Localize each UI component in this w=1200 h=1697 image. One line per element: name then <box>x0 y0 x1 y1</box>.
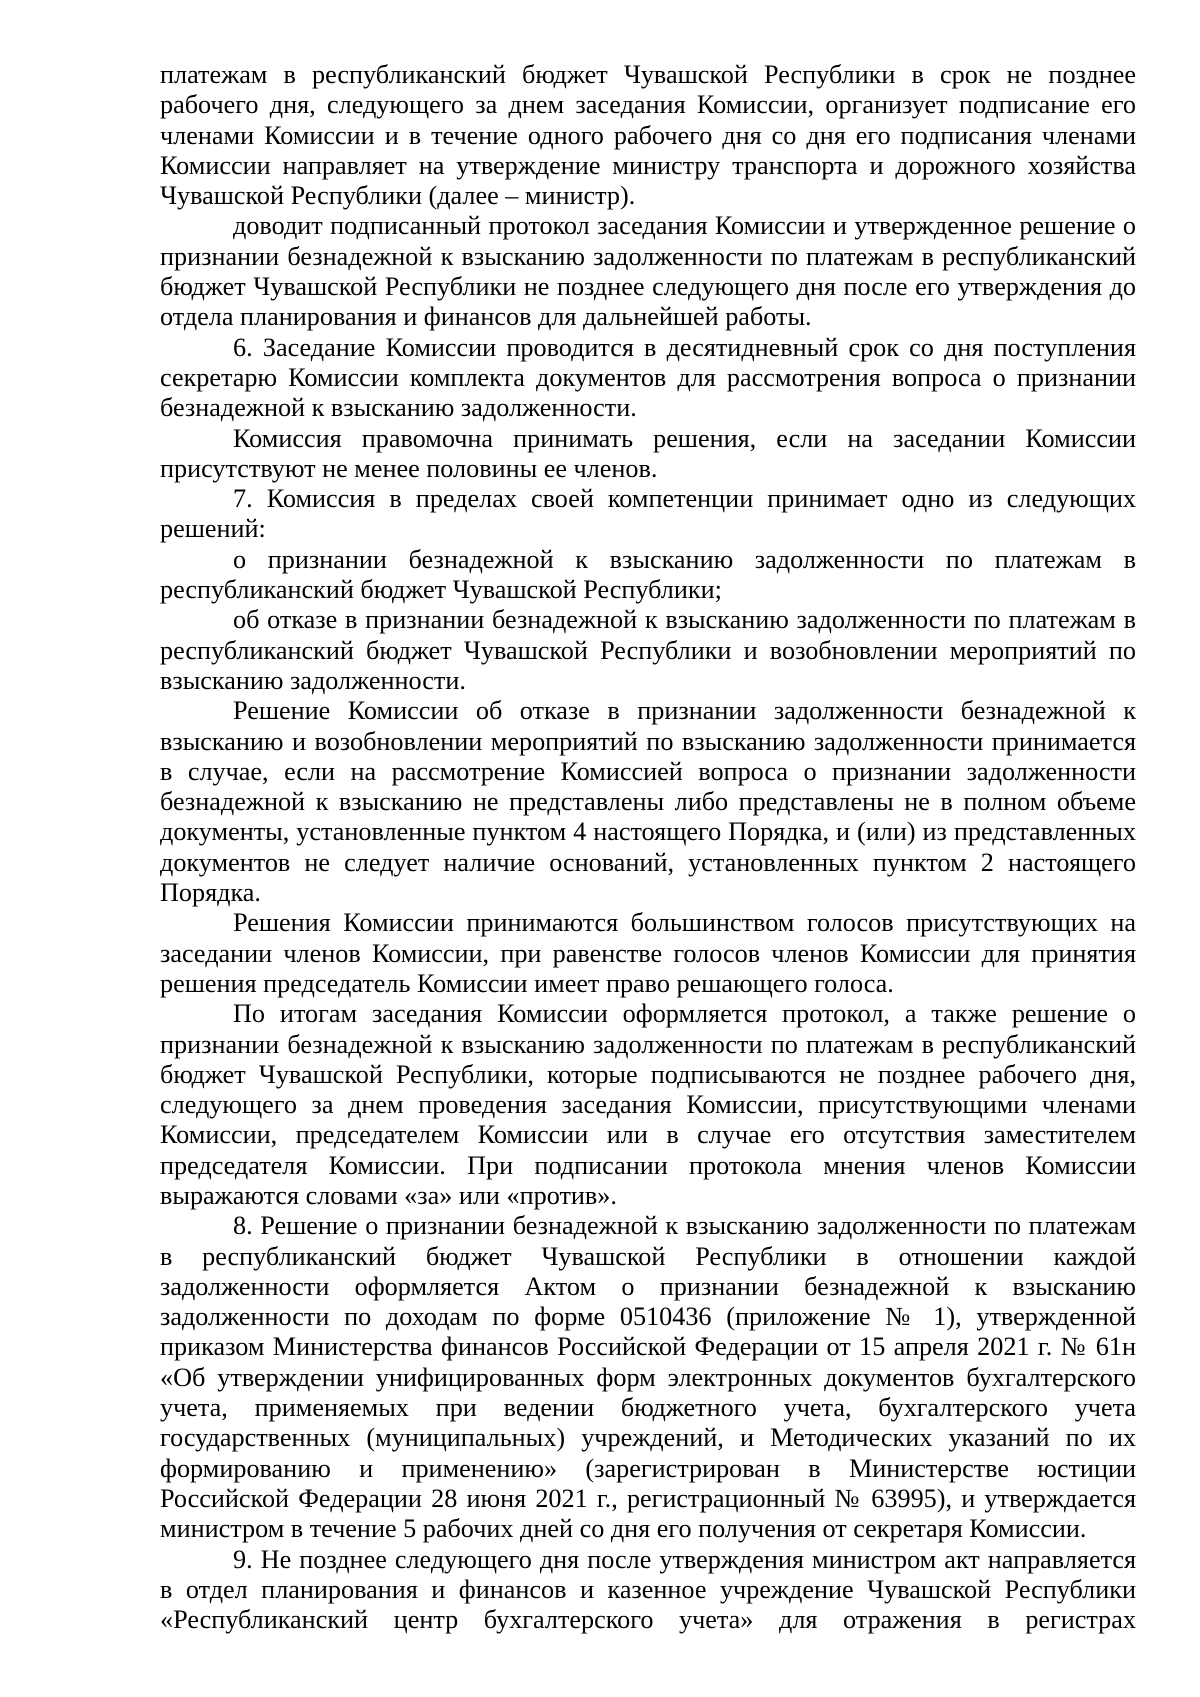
paragraph-continuation: платежам в республиканский бюджет Чувашской Республики в срок не позднее рабочего дня, следующего за днем заседания Комиссии, организует подписание его членами Комиссии и в течение одного рабочего дня со дня его подписания членами Комиссии направляет на утверждение министру транспорта и дорожного хозяйства Чувашской Республики (далее – министр). <box>160 60 1136 211</box>
paragraph-item-9: 9. Не позднее следующего дня после утверждения министром акт направляется в отдел планирования и финансов и казенное учреждение Чувашской Республики «Республиканский центр бухгалтерского учета» для отражения в регистрах <box>160 1544 1136 1635</box>
paragraph-refusal-conditions: Решение Комиссии об отказе в признании задолженности безнадежной к взысканию и возобновлении мероприятий по взысканию задолженности принимается в случае, если на рассмотрение Комиссией вопроса о признании задолженности безнадежной к взысканию не представлены либо представлены не в полном объеме документы, установленные пунктом 4 настоящего Порядка, и (или) из представленных документов не следует наличие оснований, установленных пунктом 2 настоящего Порядка. <box>160 696 1136 908</box>
paragraph-decision-refuse: об отказе в признании безнадежной к взысканию задолженности по платежам в республиканский бюджет Чувашской Республики и возобновлении мероприятий по взысканию задолженности. <box>160 605 1136 695</box>
paragraph-item-8: 8. Решение о признании безнадежной к взысканию задолженности по платежам в республиканский бюджет Чувашской Республики в отношении каждой задолженности оформляется Актом о признании безнадежной к взысканию задолженности по доходам по форме 0510436 (приложение № 1), утвержденной приказом Министерства финансов Российской Федерации от 15 апреля 2021 г. № 61н «Об утверждении унифицированных форм электронных документов бухгалтерского учета, применяемых при ведении бюджетного учета, бухгалтерского учета государственных (муниципальных) учреждений, и Методических указаний по их формированию и применению» (зарегистрирован в Министерстве юстиции Российской Федерации 28 июня 2021 г., регистрационный № 63995), и утверждается министром в течение 5 рабочих дней со дня его получения от секретаря Комиссии. <box>160 1211 1136 1544</box>
paragraph-majority-vote: Решения Комиссии принимаются большинством голосов присутствующих на заседании членов Комиссии, при равенстве голосов членов Комиссии для принятия решения председатель Комиссии имеет право решающего голоса. <box>160 908 1136 998</box>
paragraph-meeting-results: По итогам заседания Комиссии оформляется протокол, а также решение о признании безнадежной к взысканию задолженности по платежам в республиканский бюджет Чувашской Республики, которые подписываются не позднее рабочего дня, следующего за днем проведения заседания Комиссии, присутствующими членами Комиссии, председателем Комиссии или в случае его отсутствия заместителем председателя Комиссии. При подписании протокола мнения членов Комиссии выражаются словами «за» или «против». <box>160 999 1136 1210</box>
paragraph-item-6: 6. Заседание Комиссии проводится в десятидневный срок со дня поступления секретарю Комиссии комплекта документов для рассмотрения вопроса о признании безнадежной к взысканию задолженности. <box>160 332 1136 423</box>
document-page <box>160 60 1136 1635</box>
paragraph-quorum: Комиссия правомочна принимать решения, если на заседании Комиссии присутствуют не менее половины ее членов. <box>160 423 1136 483</box>
paragraph-item-7: 7. Комиссия в пределах своей компетенции принимает одно из следующих решений: <box>160 484 1136 544</box>
paragraph-protocol-delivery: доводит подписанный протокол заседания Комиссии и утвержденное решение о признании безнадежной к взысканию задолженности по платежам в республиканский бюджет Чувашской Республики не позднее следующего дня после его утверждения до отдела планирования и финансов для дальнейшей работы. <box>160 211 1136 332</box>
paragraph-decision-recognize: о признании безнадежной к взысканию задолженности по платежам в республиканский бюджет Чувашской Республики; <box>160 544 1136 605</box>
